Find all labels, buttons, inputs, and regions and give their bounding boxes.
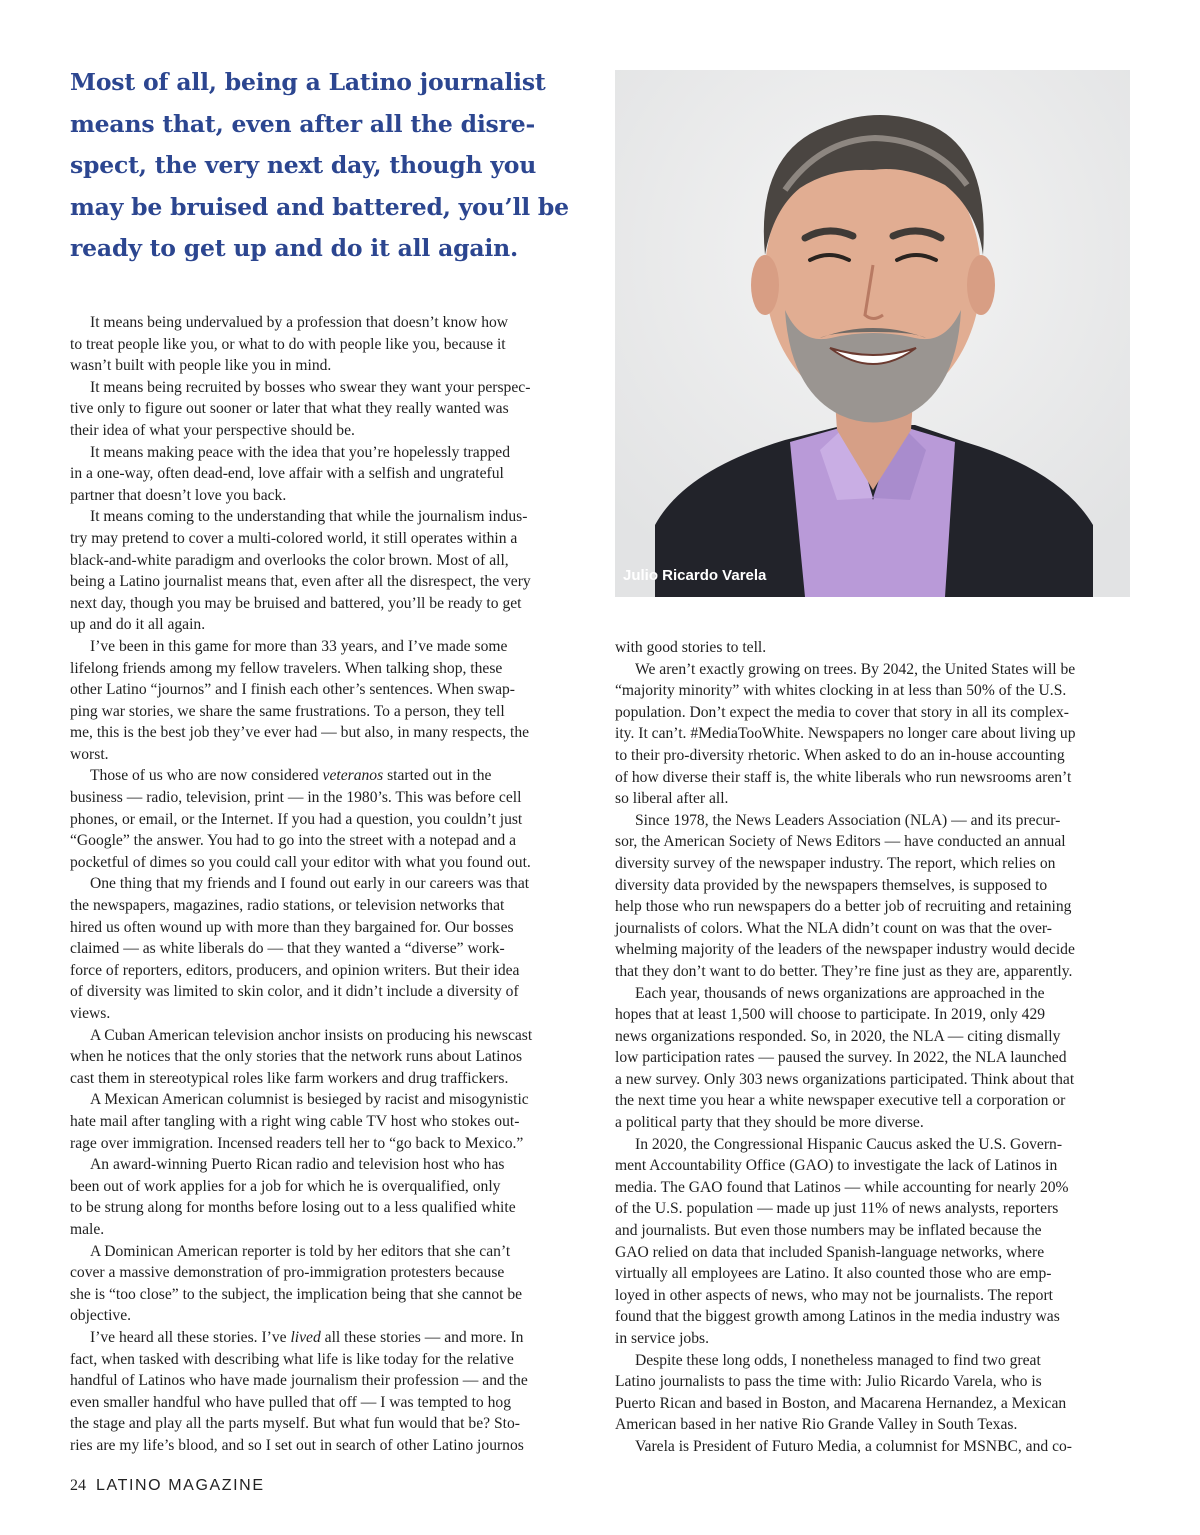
body-paragraph: Those of us who are now considered veteranos started out in the business — radio, television, print — in the 1980’s. This was before cell phones, or email, or the Internet. If you had a question, you couldn’t just “Google” the answer. You had to go into the street with a notepad and a pocketful of dimes so you could call your editor with what you found out. xyxy=(70,767,531,871)
body-paragraph: An award-winning Puerto Rican radio and television host who has been out of work applies for a job for which he is overqualified, only to be strung along for months before losing out to a less qualified white male. xyxy=(70,1156,516,1238)
body-paragraph: I’ve heard all these stories. I’ve lived all these stories — and more. In fact, when tasked with describing what life is like today for the relative handful of Latinos who have made journalism their profession — and the even smaller handful who have pulled that off — I was tempted to hog the stage and play all the parts myself. But what fun would that be? Sto- ries are my life’s blood, and so I set out in search of other Latino journos xyxy=(70,1328,528,1454)
pull-quote: Most of all, being a Latino journalist means that, even after all the disre- spect, the very next day, though you may be bruised and battered, you’ll be ready to get up and do it all again. xyxy=(70,68,569,262)
page-footer xyxy=(70,1477,265,1495)
body-paragraph: It means being recruited by bosses who swear they want your perspec- tive only to figure out sooner or later that what they really wanted was their idea of what your perspective should be. xyxy=(70,378,531,439)
body-paragraph: A Mexican American columnist is besieged by racist and misogynistic hate mail after tangling with a right wing cable TV host who stokes out- rage over immigration. Incensed readers tell her to “go back to Mexico.” xyxy=(70,1091,529,1152)
body-paragraph: Each year, thousands of news organizations are approached in the hopes that at least 1,500 will choose to participate. In 2019, only 429 news organizations responded. So, in 2020, the NLA — citing dismally low participation rates — paused the survey. In 2022, the NLA launched a new survey. Only 303 news organizations participated. Think about that the next time you hear a white newspaper executive tell a corporation or a political party that they should be more diverse. xyxy=(615,984,1075,1132)
body-paragraph: One thing that my friends and I found out early in our careers was that the newspapers, magazines, radio stations, or television networks that hired us often wound up with more than they bargained for. Our bosses claimed — as white liberals do — that they wanted a “diverse” work- force of reporters, editors, producers, and opinion writers. But their idea of diversity was limited to skin color, and it didn’t include a diversity of views. xyxy=(70,875,530,1022)
body-paragraph: A Dominican American reporter is told by her editors that she can’t cover a massive demonstration of pro-immigration protesters because she is “too close” to the subject, the implication being that she cannot be objective. xyxy=(70,1242,523,1325)
body-paragraph: Varela is President of Futuro Media, a columnist for MSNBC, and co- xyxy=(635,1437,1072,1455)
left-column xyxy=(70,312,588,1456)
portrait-photo xyxy=(615,70,1130,597)
body-paragraph: It means coming to the understanding that while the journalism indus- try may pretend to cover a multi-colored world, it still operates within a black-and-white paradigm and overlooks the color brown. Most of all, being a Latino journalist means that, even after all the disrespect, the very next day, though you may be bruised and battered, you’ll be ready to get up and do it all again. xyxy=(70,508,531,634)
right-column xyxy=(615,637,1133,1458)
body-paragraph: Despite these long odds, I nonetheless managed to find two great Latino journalists to pass the time with: Julio Ricardo Varela, who is Puerto Rican and based in Boston, and Macarena Hernandez, a Mexican American based in her native Rio Grande Valley in South Texas. xyxy=(615,1351,1067,1434)
body-paragraph: A Cuban American television anchor insists on producing his newscast when he notices that the only stories that the network runs about Latinos cast them in stereotypical roles like farm workers and drug traffickers. xyxy=(70,1026,533,1087)
body-paragraph: In 2020, the Congressional Hispanic Caucus asked the U.S. Govern- ment Accountability Office (GAO) to investigate the lack of Latinos in media. The GAO found that Latinos — while accounting for nearly 20% of the U.S. population — made up just 11% of news analysts, reporters and journalists. But even those numbers may be inflated because the GAO relied on data that included Spanish-language networks, where virtually all employees are Latino. It also counted those who are emp- loyed in other aspects of news, who may not be journalists. The report found that the biggest growth among Latinos in the media industry was in service jobs. xyxy=(615,1135,1069,1347)
body-paragraph: I’ve been in this game for more than 33 years, and I’ve made some lifelong friends among my fellow travelers. When talking shop, these other Latino “journos” and I finish each other’s sentences. When swap- ping war stories, we share the same frustrations. To a person, they tell me, this is the best job they’ve ever had — but also, in many respects, the worst. xyxy=(70,637,530,763)
body-paragraph: We aren’t exactly growing on trees. By 2042, the United States will be “majority minority” with whites clocking in at less than 50% of the U.S. population. Don’t expect the media to cover that story in all its complex- ity. It can’t. #MediaTooWhite. Newspapers no longer care about living up to their pro-diversity rhetoric. When asked to do an in-house accounting of how diverse their staff is, the white liberals who run newsrooms aren’t so liberal after all. xyxy=(615,660,1076,808)
body-paragraph: It means being undervalued by a profession that doesn’t know how to treat people like you, or what to do with people like you, because it wasn’t built with people like you in mind. xyxy=(70,314,509,375)
body-paragraph: with good stories to tell. xyxy=(615,639,767,656)
body-paragraph: Since 1978, the News Leaders Association (NLA) — and its precur- sor, the American Society of News Editors — have conducted an annual diversity survey of the newspaper industry. The report, which relies on diversity data provided by the newspapers themselves, is supposed to help those who run newspapers do a better job of recruiting and retaining journalists of colors. What the NLA didn’t count on was that the over- whelming majority of the leaders of the newspaper industry would decide that they don’t want to do better. They’re fine just as they are, apparently. xyxy=(615,811,1075,980)
portrait-illustration xyxy=(615,70,1130,597)
body-paragraph: It means making peace with the idea that you’re hopelessly trapped in a one-way, often dead-end, love affair with a selfish and ungrateful partner that doesn’t love you back. xyxy=(70,443,511,504)
photo-caption: Julio Ricardo Varela xyxy=(623,567,767,584)
page-number: 24 xyxy=(70,1477,86,1494)
publication-name: LATINO MAGAZINE xyxy=(96,1477,265,1494)
